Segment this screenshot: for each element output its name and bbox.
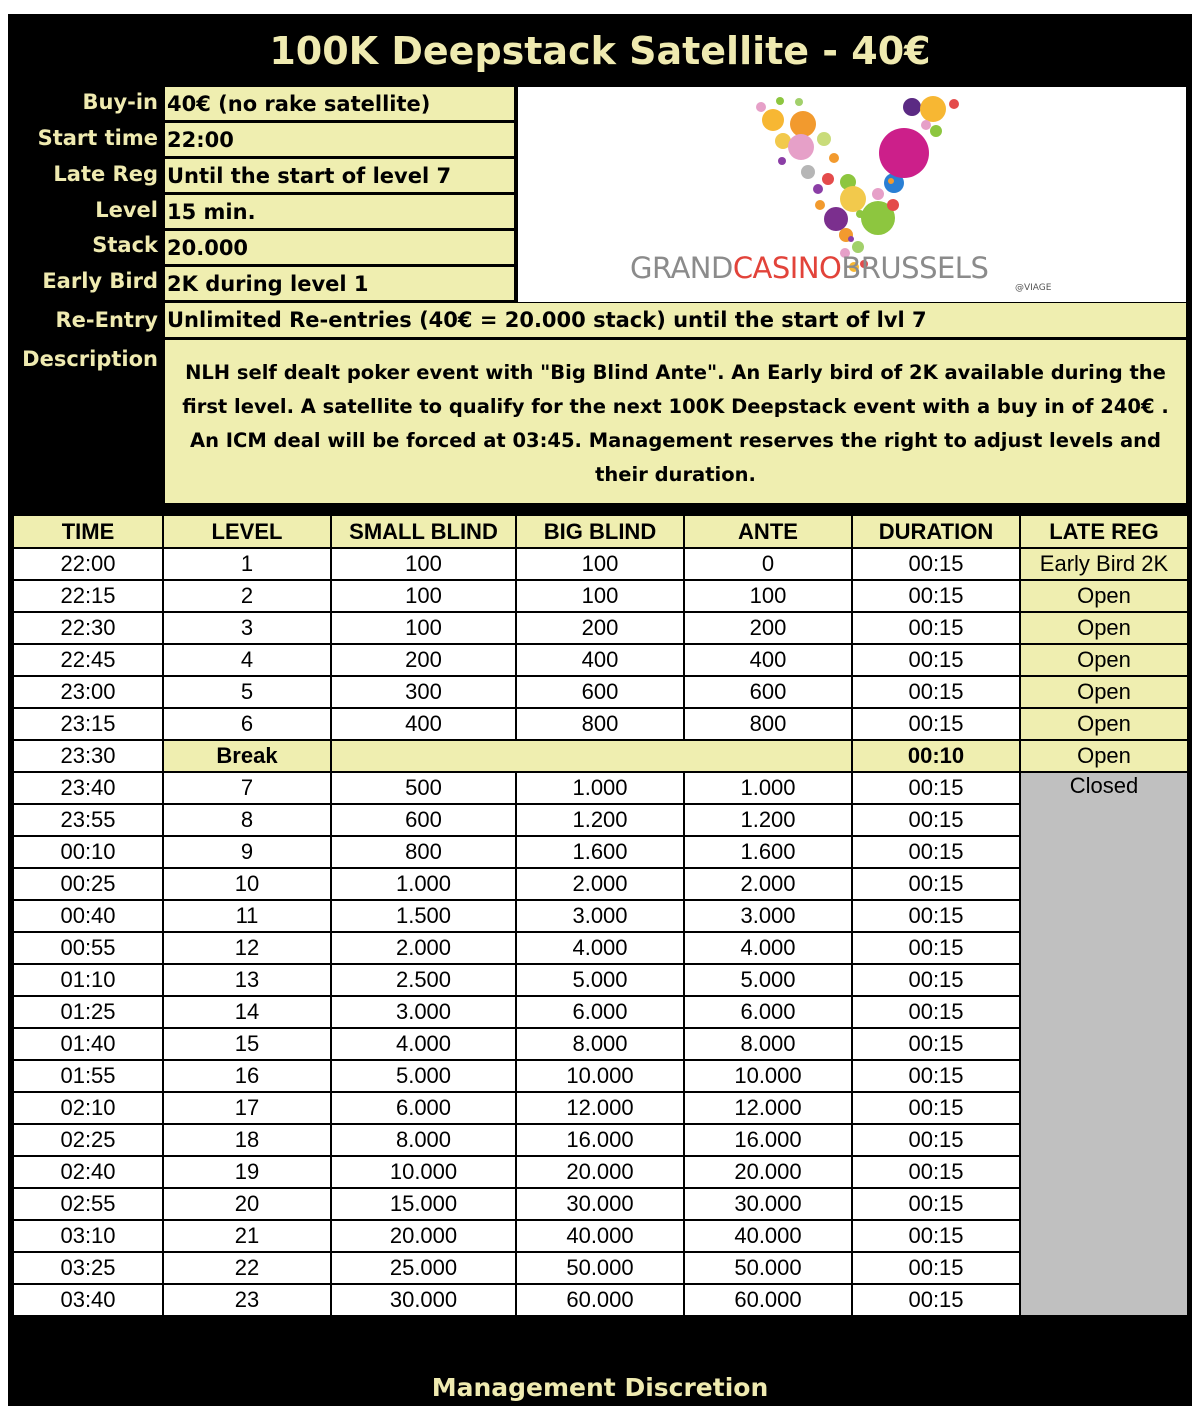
column-header-big-blind: BIG BLIND <box>516 515 684 548</box>
cell-small-blind: 200 <box>331 644 516 676</box>
cell-level: 21 <box>163 1220 331 1252</box>
cell-level: 11 <box>163 900 331 932</box>
cell-time: 22:45 <box>13 644 163 676</box>
footer-note: Management Discretion <box>431 1373 769 1402</box>
cell-duration: 00:15 <box>852 1188 1020 1220</box>
cell-ante: 30.000 <box>684 1188 852 1220</box>
cell-level: 6 <box>163 708 331 740</box>
cell-ante: 6.000 <box>684 996 852 1028</box>
logo-word-brussels: BRUSSELS <box>841 251 989 285</box>
table-row <box>13 772 1188 804</box>
cell-late-reg: Open <box>1020 708 1188 740</box>
cell-time: 01:40 <box>13 1028 163 1060</box>
cell-time: 22:00 <box>13 548 163 580</box>
cell-big-blind: 1.600 <box>516 836 684 868</box>
cell-big-blind: 200 <box>516 612 684 644</box>
cell-big-blind: 4.000 <box>516 932 684 964</box>
table-row <box>13 708 1188 740</box>
cell-late-reg: Open <box>1020 580 1188 612</box>
cell-time: 03:40 <box>13 1284 163 1316</box>
cell-duration: 00:15 <box>852 644 1020 676</box>
logo-wordmark <box>630 251 988 285</box>
table-row <box>13 1124 1188 1156</box>
cell-level: 2 <box>163 580 331 612</box>
cell-big-blind: 5.000 <box>516 964 684 996</box>
cell-time: 02:25 <box>13 1124 163 1156</box>
cell-small-blind: 15.000 <box>331 1188 516 1220</box>
column-header-small-blind: SMALL BLIND <box>331 515 516 548</box>
cell-ante: 100 <box>684 580 852 612</box>
cell-level: 10 <box>163 868 331 900</box>
cell-big-blind: 2.000 <box>516 868 684 900</box>
table-row <box>13 580 1188 612</box>
table-row <box>13 676 1188 708</box>
cell-time: 00:25 <box>13 868 163 900</box>
cell-small-blind: 10.000 <box>331 1156 516 1188</box>
cell-duration: 00:15 <box>852 964 1020 996</box>
cell-time: 02:40 <box>13 1156 163 1188</box>
cell-duration: 00:15 <box>852 1284 1020 1316</box>
cell-small-blind: 25.000 <box>331 1252 516 1284</box>
cell-small-blind: 100 <box>331 580 516 612</box>
cell-small-blind: 6.000 <box>331 1092 516 1124</box>
cell-time: 23:55 <box>13 804 163 836</box>
info-value: 22:00 <box>165 123 514 156</box>
cell-big-blind: 600 <box>516 676 684 708</box>
info-value: 2K during level 1 <box>165 267 514 300</box>
cell-big-blind: 20.000 <box>516 1156 684 1188</box>
cell-small-blind: 400 <box>331 708 516 740</box>
cell-ante: 20.000 <box>684 1156 852 1188</box>
cell-ante: 1.600 <box>684 836 852 868</box>
cell-level: 17 <box>163 1092 331 1124</box>
table-row <box>13 1252 1188 1284</box>
cell-big-blind: 1.200 <box>516 804 684 836</box>
cell-small-blind: 1.500 <box>331 900 516 932</box>
cell-big-blind: 10.000 <box>516 1060 684 1092</box>
cell-duration: 00:15 <box>852 1028 1020 1060</box>
cell-duration: 00:15 <box>852 1124 1020 1156</box>
cell-time: 22:15 <box>13 580 163 612</box>
table-row-break <box>13 740 1188 772</box>
page-title: 100K Deepstack Satellite - 40€ <box>269 29 931 73</box>
cell-small-blind: 600 <box>331 804 516 836</box>
table-row <box>13 1188 1188 1220</box>
cell-ante: 8.000 <box>684 1028 852 1060</box>
cell-ante: 400 <box>684 644 852 676</box>
cell-time: 23:30 <box>13 740 163 772</box>
table-row <box>13 1092 1188 1124</box>
cell-late-reg: Early Bird 2K <box>1020 548 1188 580</box>
cell-ante: 800 <box>684 708 852 740</box>
cell-big-blind: 30.000 <box>516 1188 684 1220</box>
cell-ante: 4.000 <box>684 932 852 964</box>
cell-duration: 00:15 <box>852 772 1020 804</box>
cell-ante: 2.000 <box>684 868 852 900</box>
cell-ante: 3.000 <box>684 900 852 932</box>
cell-small-blind: 3.000 <box>331 996 516 1028</box>
table-row <box>13 644 1188 676</box>
description-label: Description <box>22 347 158 371</box>
table-row <box>13 1028 1188 1060</box>
cell-level: 19 <box>163 1156 331 1188</box>
cell-ante: 1.200 <box>684 804 852 836</box>
cell-ante: 1.000 <box>684 772 852 804</box>
cell-small-blind: 5.000 <box>331 1060 516 1092</box>
table-row <box>13 932 1188 964</box>
info-value: Until the start of level 7 <box>165 159 514 192</box>
cell-level: 1 <box>163 548 331 580</box>
cell-big-blind: 60.000 <box>516 1284 684 1316</box>
cell-level: 9 <box>163 836 331 868</box>
cell-level: 8 <box>163 804 331 836</box>
cell-small-blind: 8.000 <box>331 1124 516 1156</box>
cell-big-blind: 40.000 <box>516 1220 684 1252</box>
cell-ante: 0 <box>684 548 852 580</box>
cell-ante: 40.000 <box>684 1220 852 1252</box>
table-row <box>13 1220 1188 1252</box>
info-value: 20.000 <box>165 231 514 264</box>
table-row <box>13 612 1188 644</box>
cell-duration: 00:15 <box>852 1156 1020 1188</box>
cell-late-reg: Open <box>1020 676 1188 708</box>
cell-ante: 16.000 <box>684 1124 852 1156</box>
cell-time: 03:25 <box>13 1252 163 1284</box>
cell-duration: 00:15 <box>852 900 1020 932</box>
cell-level: 3 <box>163 612 331 644</box>
column-header-time: TIME <box>13 515 163 548</box>
logo-word-casino: CASINO <box>732 251 842 285</box>
table-row <box>13 1156 1188 1188</box>
table-header-row <box>13 515 1188 548</box>
cell-time: 02:55 <box>13 1188 163 1220</box>
cell-duration: 00:15 <box>852 804 1020 836</box>
info-value: Unlimited Re-entries (40€ = 20.000 stack) until the start of lvl 7 <box>165 303 1186 337</box>
table-row <box>13 804 1188 836</box>
cell-level: 22 <box>163 1252 331 1284</box>
info-value: 40€ (no rake satellite) <box>165 87 514 120</box>
cell-big-blind: 400 <box>516 644 684 676</box>
cell-duration: 00:15 <box>852 1252 1020 1284</box>
cell-level: 5 <box>163 676 331 708</box>
cell-small-blind: 1.000 <box>331 868 516 900</box>
logo-word-grand: GRAND <box>630 251 733 285</box>
cell-duration: 00:15 <box>852 1220 1020 1252</box>
cell-small-blind: 100 <box>331 548 516 580</box>
table-row <box>13 996 1188 1028</box>
cell-level: 20 <box>163 1188 331 1220</box>
cell-late-reg: Open <box>1020 740 1188 772</box>
cell-late-reg: Open <box>1020 612 1188 644</box>
cell-duration: 00:15 <box>852 996 1020 1028</box>
cell-late-reg: Open <box>1020 644 1188 676</box>
cell-duration: 00:15 <box>852 612 1020 644</box>
cell-level: 16 <box>163 1060 331 1092</box>
cell-level: 15 <box>163 1028 331 1060</box>
cell-time: 01:55 <box>13 1060 163 1092</box>
cell-ante: 50.000 <box>684 1252 852 1284</box>
cell-small-blind: 2.000 <box>331 932 516 964</box>
cell-big-blind: 100 <box>516 548 684 580</box>
cell-time: 23:15 <box>13 708 163 740</box>
cell-big-blind: 100 <box>516 580 684 612</box>
cell-time: 01:10 <box>13 964 163 996</box>
cell-time: 01:25 <box>13 996 163 1028</box>
cell-duration: 00:15 <box>852 580 1020 612</box>
cell-late-reg-closed: Closed <box>1020 772 1188 1316</box>
cell-big-blind: 6.000 <box>516 996 684 1028</box>
cell-small-blind: 800 <box>331 836 516 868</box>
cell-level: 13 <box>163 964 331 996</box>
table-row <box>13 964 1188 996</box>
cell-ante: 600 <box>684 676 852 708</box>
column-header-duration: DURATION <box>852 515 1020 548</box>
tournament-sheet <box>8 14 1192 1406</box>
logo-subtitle: @VIAGE <box>1015 283 1052 293</box>
column-header-ante: ANTE <box>684 515 852 548</box>
cell-duration: 00:15 <box>852 676 1020 708</box>
cell-duration: 00:15 <box>852 548 1020 580</box>
cell-ante: 60.000 <box>684 1284 852 1316</box>
cell-break-blank <box>331 740 852 772</box>
cell-big-blind: 1.000 <box>516 772 684 804</box>
cell-ante: 200 <box>684 612 852 644</box>
cell-time: 00:10 <box>13 836 163 868</box>
cell-small-blind: 500 <box>331 772 516 804</box>
cell-level: 7 <box>163 772 331 804</box>
cell-small-blind: 30.000 <box>331 1284 516 1316</box>
cell-ante: 10.000 <box>684 1060 852 1092</box>
info-label: Start time <box>37 126 158 150</box>
table-row <box>13 836 1188 868</box>
cell-big-blind: 50.000 <box>516 1252 684 1284</box>
cell-break-label: Break <box>163 740 331 772</box>
cell-duration: 00:15 <box>852 708 1020 740</box>
cell-duration: 00:15 <box>852 1060 1020 1092</box>
casino-logo <box>518 87 1186 302</box>
description-text: NLH self dealt poker event with "Big Blind Ante". An Early bird of 2K available during the first level. A satellite to qualify for the next 100K Deepstack event with a buy in of 240€ . An ICM deal will be forced at 03:45. Management reserves the right to adjust levels and their duration. <box>165 340 1186 503</box>
cell-ante: 12.000 <box>684 1092 852 1124</box>
info-label: Stack <box>92 233 158 257</box>
column-header-level: LEVEL <box>163 515 331 548</box>
cell-duration: 00:15 <box>852 836 1020 868</box>
table-row <box>13 548 1188 580</box>
table-row <box>13 1060 1188 1092</box>
cell-small-blind: 2.500 <box>331 964 516 996</box>
cell-level: 14 <box>163 996 331 1028</box>
cell-level: 4 <box>163 644 331 676</box>
blind-structure-table <box>12 514 1189 1317</box>
cell-time: 00:55 <box>13 932 163 964</box>
cell-big-blind: 16.000 <box>516 1124 684 1156</box>
info-label: Level <box>95 198 158 222</box>
cell-time: 22:30 <box>13 612 163 644</box>
cell-time: 03:10 <box>13 1220 163 1252</box>
cell-duration: 00:15 <box>852 868 1020 900</box>
cell-level: 12 <box>163 932 331 964</box>
cell-big-blind: 3.000 <box>516 900 684 932</box>
table-row <box>13 1284 1188 1316</box>
cell-time: 23:40 <box>13 772 163 804</box>
cell-time: 00:40 <box>13 900 163 932</box>
info-label: Re-Entry <box>55 308 158 332</box>
cell-small-blind: 20.000 <box>331 1220 516 1252</box>
cell-ante: 5.000 <box>684 964 852 996</box>
cell-duration: 00:15 <box>852 1092 1020 1124</box>
cell-duration: 00:10 <box>852 740 1020 772</box>
cell-time: 02:10 <box>13 1092 163 1124</box>
cell-level: 18 <box>163 1124 331 1156</box>
cell-big-blind: 12.000 <box>516 1092 684 1124</box>
table-row <box>13 868 1188 900</box>
cell-level: 23 <box>163 1284 331 1316</box>
info-label: Late Reg <box>53 162 158 186</box>
table-row <box>13 900 1188 932</box>
cell-time: 23:00 <box>13 676 163 708</box>
cell-small-blind: 300 <box>331 676 516 708</box>
column-header-late-reg: LATE REG <box>1020 515 1188 548</box>
info-value: 15 min. <box>165 195 514 228</box>
cell-small-blind: 100 <box>331 612 516 644</box>
cell-duration: 00:15 <box>852 932 1020 964</box>
cell-big-blind: 8.000 <box>516 1028 684 1060</box>
info-label: Buy-in <box>82 90 158 114</box>
info-label: Early Bird <box>42 269 158 293</box>
cell-small-blind: 4.000 <box>331 1028 516 1060</box>
cell-big-blind: 800 <box>516 708 684 740</box>
